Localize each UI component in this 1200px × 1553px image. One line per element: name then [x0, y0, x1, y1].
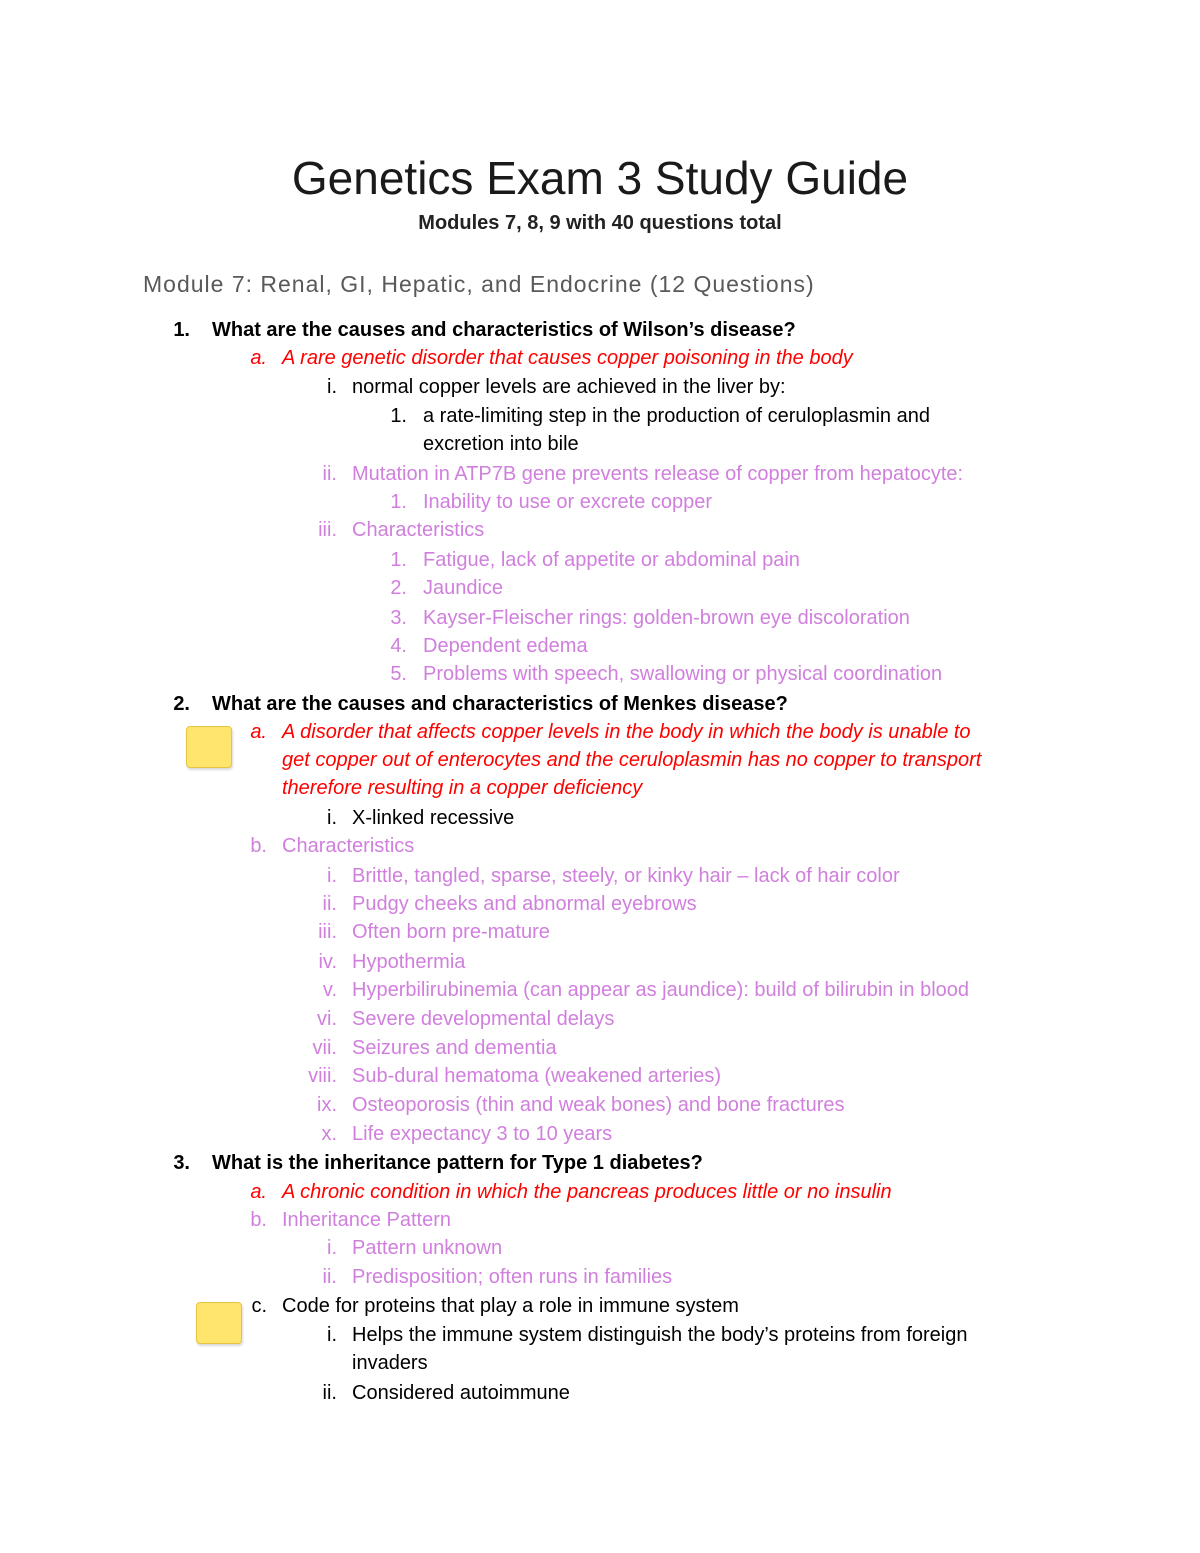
- answer-text: A rare genetic disorder that causes copper poisoning in the body: [282, 347, 853, 369]
- list-marker: 1.: [390, 405, 407, 427]
- list-item-text: Osteoporosis (thin and weak bones) and bone fractures: [352, 1094, 845, 1116]
- question-item: [0, 1149, 1200, 1177]
- list-item-text: excretion into bile: [423, 433, 579, 455]
- list-item-text: Fatigue, lack of appetite or abdominal pain: [423, 549, 800, 571]
- list-marker: b.: [250, 835, 267, 857]
- list-marker: iii.: [318, 519, 337, 541]
- list-item: [0, 918, 1200, 946]
- list-marker: a.: [250, 721, 267, 743]
- list-marker: 2.: [390, 577, 407, 599]
- list-item: [0, 1234, 1200, 1262]
- list-marker: 2.: [173, 693, 190, 715]
- list-item: [0, 1292, 1200, 1320]
- list-item: [0, 1120, 1200, 1148]
- list-item-text: Predisposition; often runs in families: [352, 1266, 673, 1288]
- list-item-text: Sub-dural hematoma (weakened arteries): [352, 1065, 722, 1087]
- list-item-text: invaders: [352, 1352, 428, 1374]
- answer-text: A disorder that affects copper levels in the body in which the body is unable to: [282, 721, 971, 743]
- list-marker: x.: [321, 1123, 337, 1145]
- list-marker: vii.: [312, 1037, 337, 1059]
- list-item: [0, 1379, 1200, 1407]
- list-item-text: Kayser-Fleischer rings: golden-brown eye discoloration: [423, 607, 910, 629]
- list-marker: i.: [327, 376, 337, 398]
- list-item: [0, 862, 1200, 890]
- list-item: [0, 1206, 1200, 1234]
- list-marker: i.: [327, 1324, 337, 1346]
- list-item-text: Considered autoimmune: [352, 1382, 570, 1404]
- answer-item-continuation: [0, 774, 1200, 802]
- list-item: [0, 1062, 1200, 1090]
- list-marker: iii.: [318, 921, 337, 943]
- list-marker: viii.: [308, 1065, 337, 1087]
- list-item-text: Life expectancy 3 to 10 years: [352, 1123, 613, 1145]
- answer-item: [0, 344, 1200, 372]
- list-marker: a.: [250, 347, 267, 369]
- list-item: [0, 1034, 1200, 1062]
- answer-text: get copper out of enterocytes and the ceruloplasmin has no copper to transport: [282, 749, 982, 771]
- question-item: [0, 316, 1200, 344]
- question-text: What are the causes and characteristics of Wilson’s disease?: [212, 319, 796, 341]
- list-item-text: Characteristics: [352, 519, 485, 541]
- list-marker: v.: [322, 979, 337, 1001]
- list-item: [0, 832, 1200, 860]
- list-item: [0, 890, 1200, 918]
- page-subtitle: Modules 7, 8, 9 with 40 questions total: [418, 212, 782, 234]
- list-marker: i.: [327, 807, 337, 829]
- list-marker: 3.: [390, 607, 407, 629]
- list-marker: 1.: [173, 319, 190, 341]
- list-item: [0, 604, 1200, 632]
- module-heading: Module 7: Renal, GI, Hepatic, and Endocrine (12 Questions): [143, 271, 815, 297]
- list-item: [0, 632, 1200, 660]
- list-item: [0, 1321, 1200, 1349]
- answer-item: [0, 718, 1200, 746]
- list-item: [0, 516, 1200, 544]
- list-marker: 1.: [390, 549, 407, 571]
- list-item-text: Brittle, tangled, sparse, steely, or kinky hair – lack of hair color: [352, 865, 900, 887]
- list-marker: c.: [251, 1295, 267, 1317]
- page-title: Genetics Exam 3 Study Guide: [291, 152, 909, 204]
- question-text: What are the causes and characteristics of Menkes disease?: [212, 693, 788, 715]
- answer-text: A chronic condition in which the pancreas produces little or no insulin: [282, 1181, 892, 1203]
- list-item: [0, 546, 1200, 574]
- list-item-text: Seizures and dementia: [352, 1037, 557, 1059]
- answer-text: therefore resulting in a copper deficiency: [282, 777, 643, 799]
- question-text: What is the inheritance pattern for Type 1 diabetes?: [212, 1152, 703, 1174]
- list-item-text: Characteristics: [282, 835, 415, 857]
- list-marker: ii.: [322, 893, 337, 915]
- list-item: [0, 460, 1200, 488]
- list-item: [0, 488, 1200, 516]
- list-item-text: Often born pre-mature: [352, 921, 550, 943]
- list-item-text: Problems with speech, swallowing or physical coordination: [423, 663, 943, 685]
- list-item-text: Jaundice: [423, 577, 504, 599]
- list-item: [0, 804, 1200, 832]
- list-marker: 3.: [173, 1152, 190, 1174]
- list-item-text: Inability to use or excrete copper: [423, 491, 713, 513]
- list-marker: ii.: [322, 463, 337, 485]
- answer-item-continuation: [0, 746, 1200, 774]
- list-item: [0, 948, 1200, 976]
- list-item-text: a rate-limiting step in the production of ceruloplasmin and: [423, 405, 930, 427]
- list-item-text: Severe developmental delays: [352, 1008, 615, 1030]
- list-item-text: Dependent edema: [423, 635, 588, 657]
- list-marker: iv.: [318, 951, 337, 973]
- list-item: [0, 402, 1200, 430]
- list-item: [0, 373, 1200, 401]
- list-marker: ix.: [317, 1094, 337, 1116]
- list-item-text: Mutation in ATP7B gene prevents release of copper from hepatocyte:: [352, 463, 964, 485]
- list-item-continuation: [0, 1349, 1200, 1377]
- list-item: [0, 1091, 1200, 1119]
- list-item-text: Pattern unknown: [352, 1237, 503, 1259]
- list-item-text: normal copper levels are achieved in the liver by:: [352, 376, 786, 398]
- list-marker: i.: [327, 865, 337, 887]
- list-item-text: Code for proteins that play a role in immune system: [282, 1295, 739, 1317]
- list-item-text: X-linked recessive: [352, 807, 515, 829]
- list-item-text: Hypothermia: [352, 951, 466, 973]
- list-marker: a.: [250, 1181, 267, 1203]
- list-item: [0, 574, 1200, 602]
- list-marker: vi.: [317, 1008, 337, 1030]
- list-item: [0, 1005, 1200, 1033]
- list-item-text: Inheritance Pattern: [282, 1209, 451, 1231]
- list-marker: i.: [327, 1237, 337, 1259]
- list-marker: b.: [250, 1209, 267, 1231]
- list-item: [0, 1263, 1200, 1291]
- list-item-text: Pudgy cheeks and abnormal eyebrows: [352, 893, 697, 915]
- list-marker: 4.: [390, 635, 407, 657]
- list-item-text: Hyperbilirubinemia (can appear as jaundice): build of bilirubin in blood: [352, 979, 970, 1001]
- answer-item: [0, 1178, 1200, 1206]
- list-marker: ii.: [322, 1382, 337, 1404]
- list-item-text: Helps the immune system distinguish the body’s proteins from foreign: [352, 1324, 968, 1346]
- list-item: [0, 660, 1200, 688]
- list-marker: 1.: [390, 491, 407, 513]
- list-item: [0, 976, 1200, 1004]
- list-item-continuation: [0, 430, 1200, 458]
- list-marker: ii.: [322, 1266, 337, 1288]
- list-marker: 5.: [390, 663, 407, 685]
- question-item: [0, 690, 1200, 718]
